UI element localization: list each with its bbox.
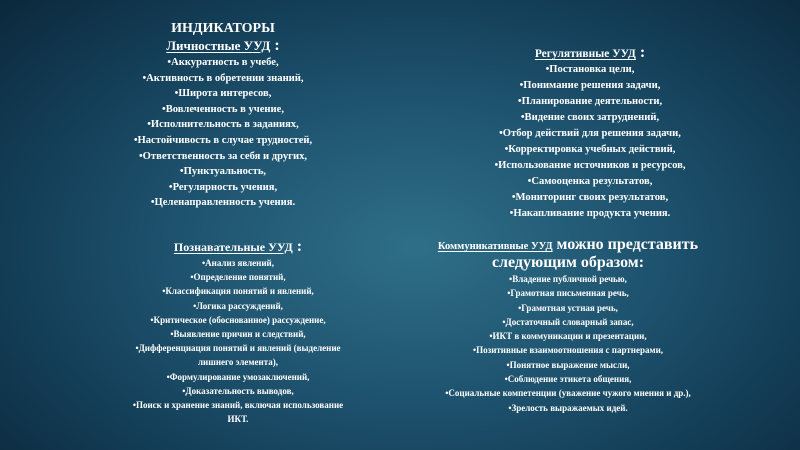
cognitive-uud-block [88,238,388,426]
list-item: •Активность в обретении знаний, [142,72,304,84]
regulatory-heading: Регулятивные УУД [534,48,636,60]
list-item: •Целенаправленность учения. [150,197,296,209]
communicative-list [398,272,738,415]
list-item: •Мониторинг своих результатов, [511,192,669,203]
list-item: •Грамотная письменная речь, [507,288,629,299]
cognitive-list [88,256,388,426]
list-item: •Соблюдение этикета общения, [504,374,632,385]
list-item: •Видение своих затруднений, [520,112,660,123]
list-item: •Доказательность выводов, [182,385,294,396]
list-item: •Широта интересов, [174,88,272,100]
list-item: •Формулирование умозаключений, [166,371,310,382]
list-item: •Вовлеченность в учение, [161,103,284,115]
regulatory-heading-suffix: : [635,44,646,61]
indicators-title: ИНДИКАТОРЫ [171,21,275,36]
list-item: •Поиск и хранение знаний, включая использование [132,400,344,411]
list-item: •Самооценка результатов, [527,176,653,187]
list-item: •Дифференциация понятий и явлений (выделение [135,343,341,354]
list-item: •Определение понятий, [190,272,286,283]
list-item: •Регулярность учения, [168,181,278,193]
regulatory-heading-line [440,44,740,62]
list-item: •Отбор действий для решения задачи, [499,128,681,139]
list-item: •ИКТ в коммуникации и презентации, [489,331,647,342]
list-item: •Социальные компетенции (уважение чужого мнения и др.), [445,388,691,399]
list-item: •Владение публичной речью, [509,274,627,284]
list-item: •Использование источников и ресурсов, [494,160,686,171]
list-item: •Ответственность за себя и других, [138,150,308,162]
personal-heading-line [78,37,368,55]
communicative-heading-suffix: можно представить следующим образом: [491,236,699,271]
regulatory-uud-block [440,44,740,222]
personal-heading: Личностные УУД [166,38,271,53]
cognitive-heading: Познавательные УУД [173,240,293,254]
list-item: •Достаточный словарный запас, [502,316,634,327]
list-item: •Грамотная устная речь, [518,302,618,313]
list-item: •Выявление причин и следствий, [170,329,306,340]
list-item: •Позитивные взаимоотношения с партнерами, [472,345,664,356]
list-item: •Исполнительность в заданиях, [147,119,299,131]
list-item: •Корректировка учебных действий, [504,144,676,155]
cognitive-heading-suffix: : [292,238,303,255]
list-item: •Постановка цели, [545,64,635,75]
personal-list [78,55,368,211]
communicative-heading: Коммуникативные УУД [437,241,553,252]
list-item: •Понимание решения задачи, [519,80,661,91]
list-item: •Зрелость выражаемых идей. [508,402,628,413]
list-item: •Пунктуальность, [179,166,267,178]
list-item: •Накапливание продукта учения. [509,208,671,219]
personal-heading-suffix: : [270,37,280,54]
regulatory-list [440,62,740,222]
list-item: •Аккуратность в учебе, [167,57,279,68]
list-item: •Анализ явлений, [202,258,274,268]
communicative-uud-block [398,236,738,415]
list-item: •Классификация понятий и явлений, [162,286,314,297]
list-item: ИКТ. [227,414,249,425]
list-item: •Планирование деятельности, [517,96,663,107]
list-item: лишнего элемента), [198,357,278,368]
list-item: •Настойчивость в случае трудностей, [133,134,313,146]
list-item: •Логика рассуждений, [193,300,283,311]
cognitive-heading-line [88,238,388,256]
communicative-heading-line [398,236,738,272]
personal-uud-block [78,20,368,211]
list-item: •Понятное выражение мысли, [506,359,630,370]
list-item: •Критическое (обоснованное) рассуждение, [150,314,326,325]
